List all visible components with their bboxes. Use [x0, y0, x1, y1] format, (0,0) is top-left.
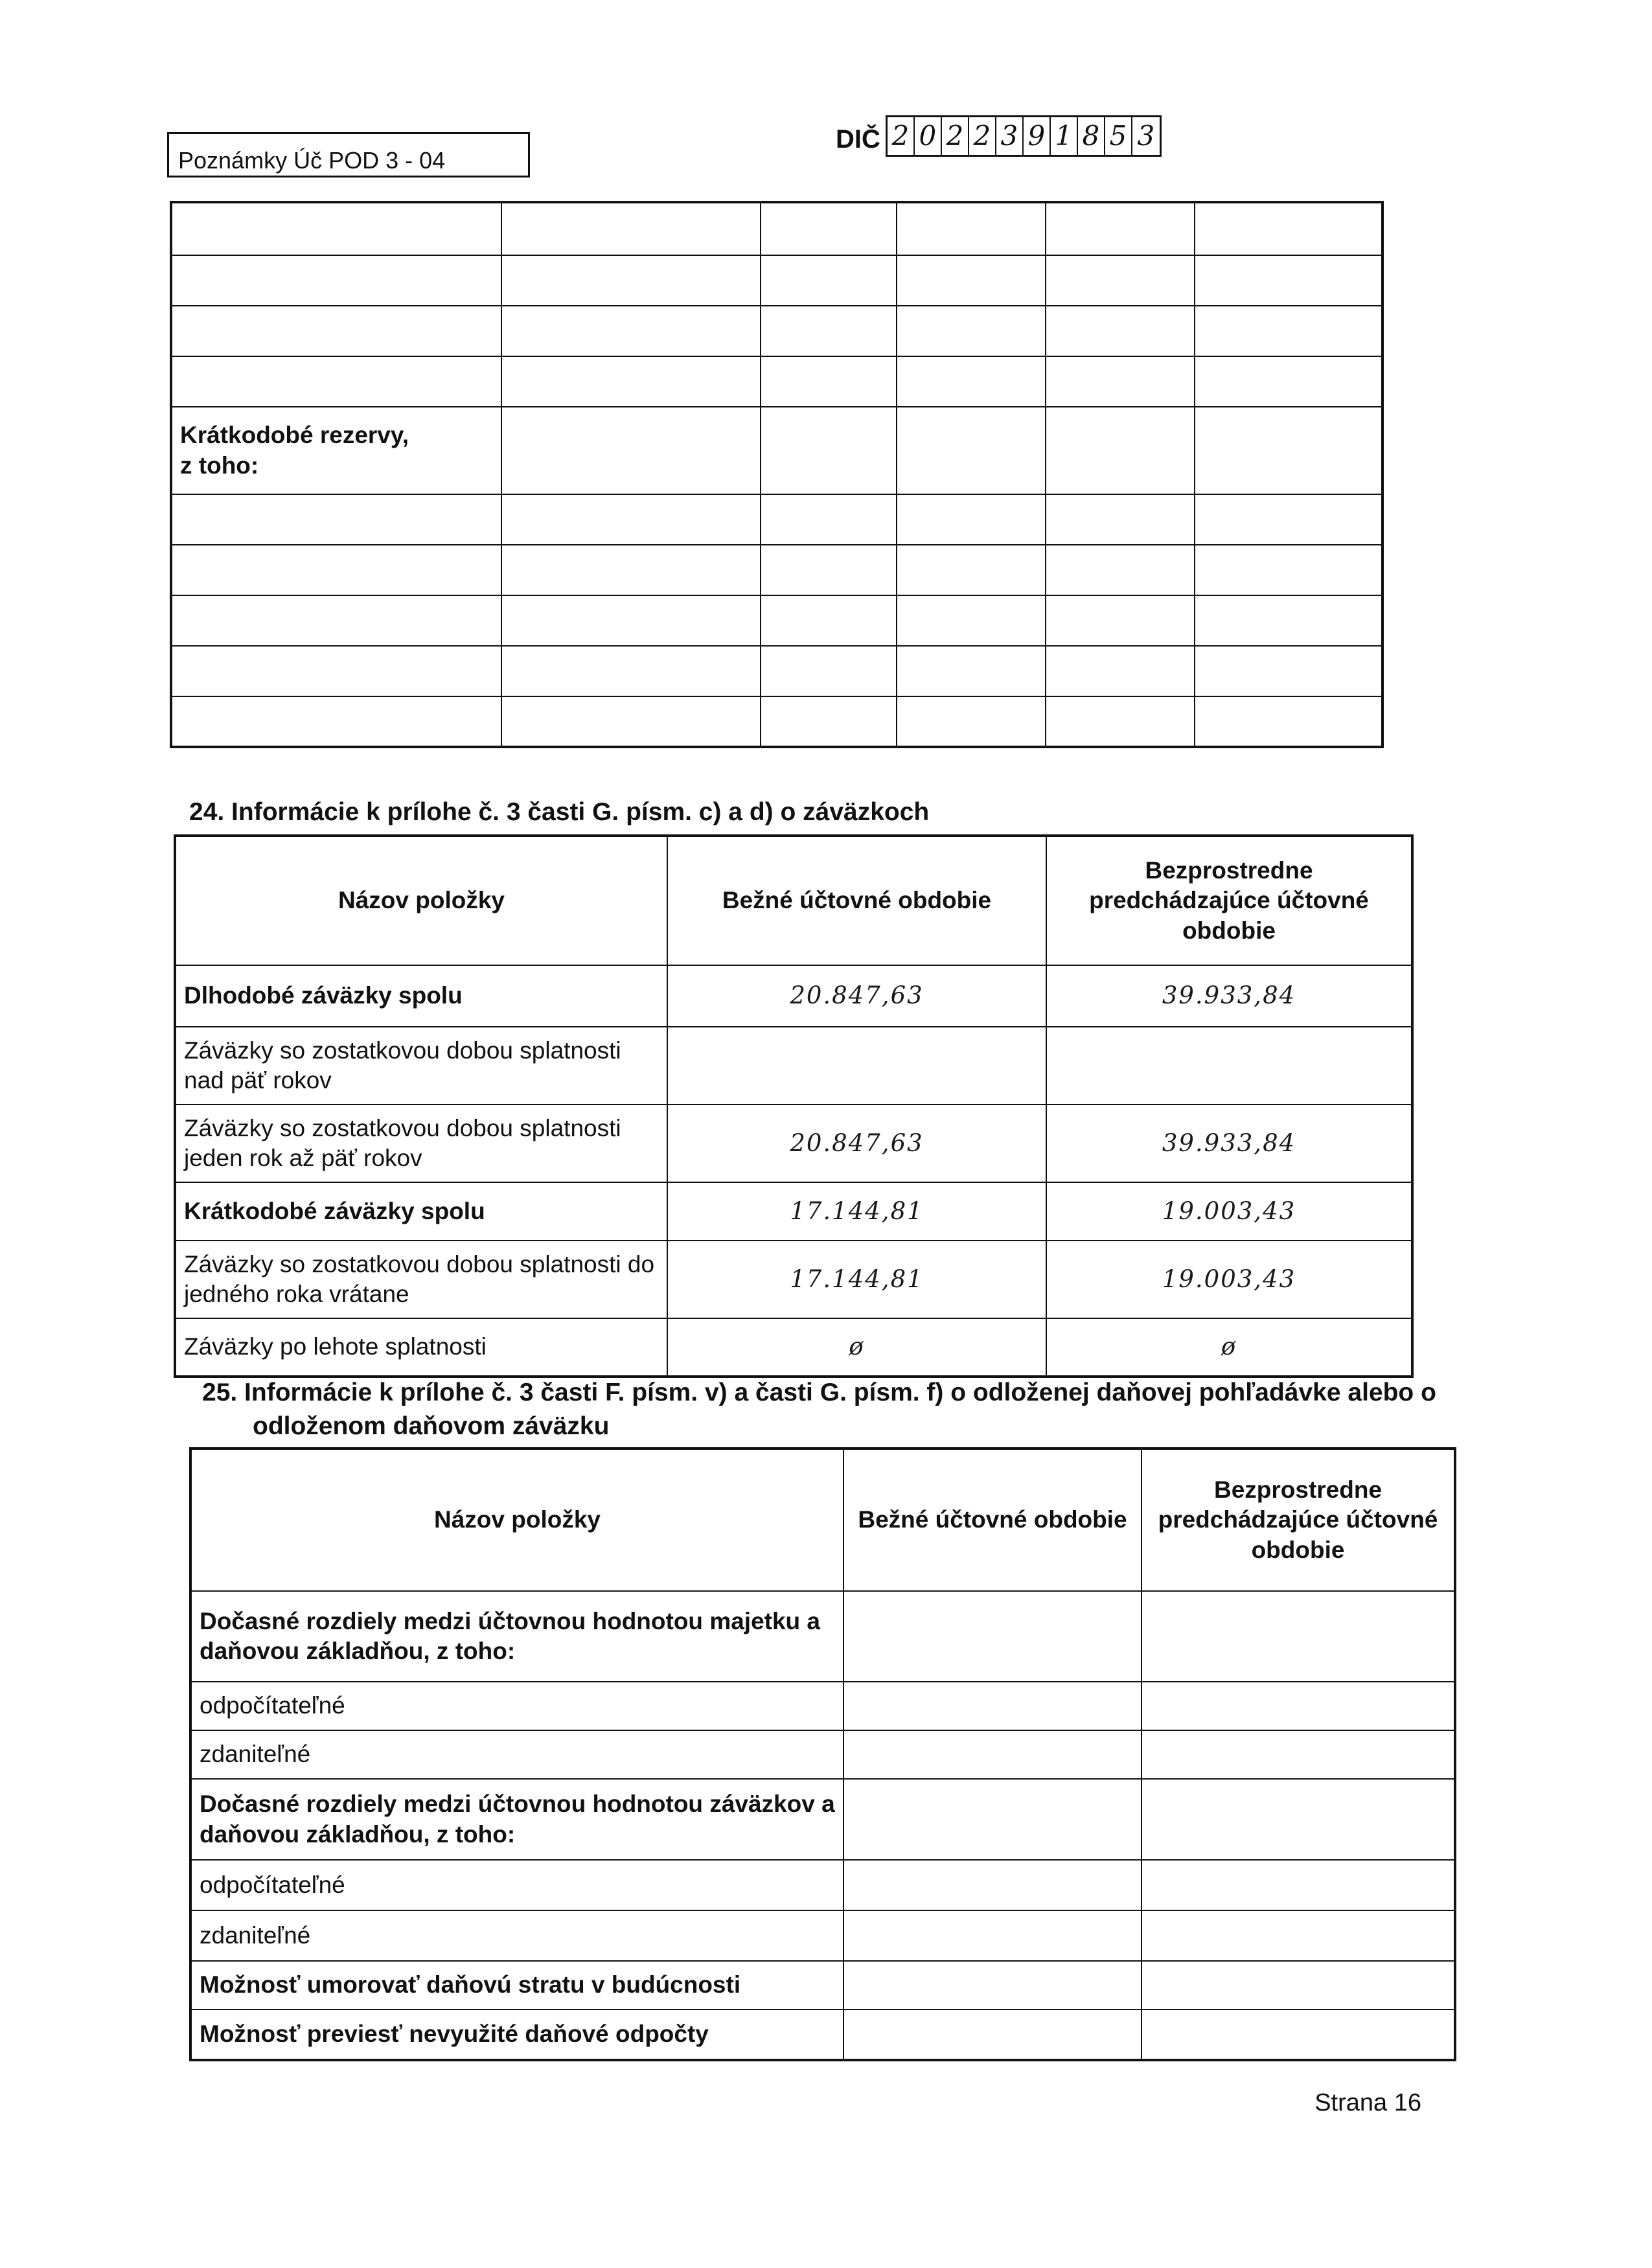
table-row	[190, 1591, 1455, 1682]
row-label: zdaniteľné	[190, 1910, 843, 1961]
row-label: Možnosť previesť nevyužité daňové odpočty	[190, 2010, 843, 2060]
previous-value	[1141, 1779, 1455, 1860]
previous-value: 39.933,84	[1046, 1105, 1412, 1182]
column-header-current: Bežné účtovné obdobie	[843, 1449, 1141, 1591]
previous-value	[1046, 1027, 1412, 1105]
previous-value	[1141, 1591, 1455, 1682]
current-value: ø	[667, 1318, 1046, 1377]
current-value: 17.144,81	[667, 1241, 1046, 1318]
table-row	[190, 2010, 1455, 2060]
current-value	[843, 1682, 1141, 1730]
dic-digit: 5	[1105, 117, 1132, 155]
dic-digit: 0	[915, 117, 942, 155]
previous-value	[1141, 2010, 1455, 2060]
table-row	[190, 1779, 1455, 1860]
section-25-title-cont: odloženom daňovom záväzku	[253, 1412, 610, 1440]
reserves-label: Krátkodobé rezervy, z toho:	[171, 407, 501, 494]
current-value	[843, 2010, 1141, 2060]
previous-value	[1141, 1682, 1455, 1730]
previous-value: ø	[1046, 1318, 1412, 1377]
dic-digit: 2	[942, 117, 969, 155]
current-value	[843, 1730, 1141, 1779]
table-row	[190, 1910, 1455, 1961]
row-label: Dlhodobé záväzky spolu	[175, 965, 667, 1027]
previous-value	[1141, 1961, 1455, 2010]
dic-digit: 1	[1051, 117, 1078, 155]
row-label: Dočasné rozdiely medzi účtovnou hodnotou majetku a daňovou základňou, z toho:	[190, 1591, 843, 1682]
row-label: odpočítateľné	[190, 1860, 843, 1910]
row-label: Záväzky po lehote splatnosti	[175, 1318, 667, 1377]
table-row	[175, 1182, 1412, 1241]
empty-cell	[171, 255, 501, 306]
current-value	[843, 1779, 1141, 1860]
row-label: Záväzky so zostatkovou dobou splatnosti jeden rok až päť rokov	[175, 1105, 667, 1182]
dic-field	[836, 111, 1162, 157]
empty-cell	[171, 494, 501, 545]
dic-digit: 3	[996, 117, 1024, 155]
row-label: odpočítateľné	[190, 1682, 843, 1730]
dic-digit: 8	[1078, 117, 1105, 155]
previous-value	[1141, 1910, 1455, 1961]
liabilities-table	[174, 834, 1414, 1378]
previous-value: 19.003,43	[1046, 1182, 1412, 1241]
dic-digit: 3	[1137, 120, 1155, 152]
empty-cell	[171, 545, 501, 595]
section-25-title: 25. Informácie k prílohe č. 3 časti F. písm. v) a časti G. písm. f) o odloženej daňovej pohľadávke alebo o	[202, 1379, 1436, 1406]
previous-value: 19.003,43	[1046, 1241, 1412, 1318]
empty-cell	[171, 202, 501, 255]
empty-cell	[171, 595, 501, 646]
table-row	[175, 1027, 1412, 1105]
page-number: Strana 16	[1314, 2089, 1421, 2116]
table-row	[190, 1730, 1455, 1779]
column-header-previous: Bezprostredne predchádzajúce účtovné obdobie	[1141, 1449, 1455, 1591]
dic-label: DIČ	[836, 125, 880, 154]
deferred-tax-table	[189, 1447, 1456, 2061]
current-value: 17.144,81	[667, 1182, 1046, 1241]
row-label: Záväzky so zostatkovou dobou splatnosti nad päť rokov	[175, 1027, 667, 1105]
table-row	[175, 1318, 1412, 1377]
empty-cell	[171, 646, 501, 696]
empty-cell	[171, 306, 501, 356]
current-value	[667, 1027, 1046, 1105]
empty-cell	[171, 356, 501, 407]
table-row	[190, 1961, 1455, 2010]
row-label: Dočasné rozdiely medzi účtovnou hodnotou záväzkov a daňovou základňou, z toho:	[190, 1779, 843, 1860]
row-label: Záväzky so zostatkovou dobou splatnosti do jedného roka vrátane	[175, 1241, 667, 1318]
top-table	[170, 201, 1384, 748]
form-label: Poznámky Úč POD 3 - 04	[167, 132, 530, 178]
table-row	[175, 965, 1412, 1027]
dic-digit: 2	[969, 117, 996, 155]
current-value	[843, 1910, 1141, 1961]
column-header-item: Názov položky	[190, 1449, 843, 1591]
current-value	[843, 1591, 1141, 1682]
column-header-previous: Bezprostredne predchádzajúce účtovné obdobie	[1046, 836, 1412, 965]
column-header-item: Názov položky	[175, 836, 667, 965]
previous-value	[1141, 1860, 1455, 1910]
table-row	[190, 1860, 1455, 1910]
current-value	[843, 1860, 1141, 1910]
row-label: Krátkodobé záväzky spolu	[175, 1182, 667, 1241]
previous-value	[1141, 1730, 1455, 1779]
section-24-title: 24. Informácie k prílohe č. 3 časti G. písm. c) a d) o záväzkoch	[189, 798, 930, 826]
current-value	[843, 1961, 1141, 2010]
current-value: 20.847,63	[667, 1105, 1046, 1182]
row-label: zdaniteľné	[190, 1730, 843, 1779]
row-label: Možnosť umorovať daňovú stratu v budúcnosti	[190, 1961, 843, 2010]
empty-cell	[171, 696, 501, 747]
column-header-current: Bežné účtovné obdobie	[667, 836, 1046, 965]
table-row	[175, 1241, 1412, 1318]
table-row	[175, 1105, 1412, 1182]
previous-value: 39.933,84	[1046, 965, 1412, 1027]
dic-digit: 9	[1024, 117, 1051, 155]
dic-digit: 2	[888, 117, 915, 155]
table-row	[190, 1682, 1455, 1730]
dic-boxes	[886, 115, 1162, 157]
current-value: 20.847,63	[667, 965, 1046, 1027]
